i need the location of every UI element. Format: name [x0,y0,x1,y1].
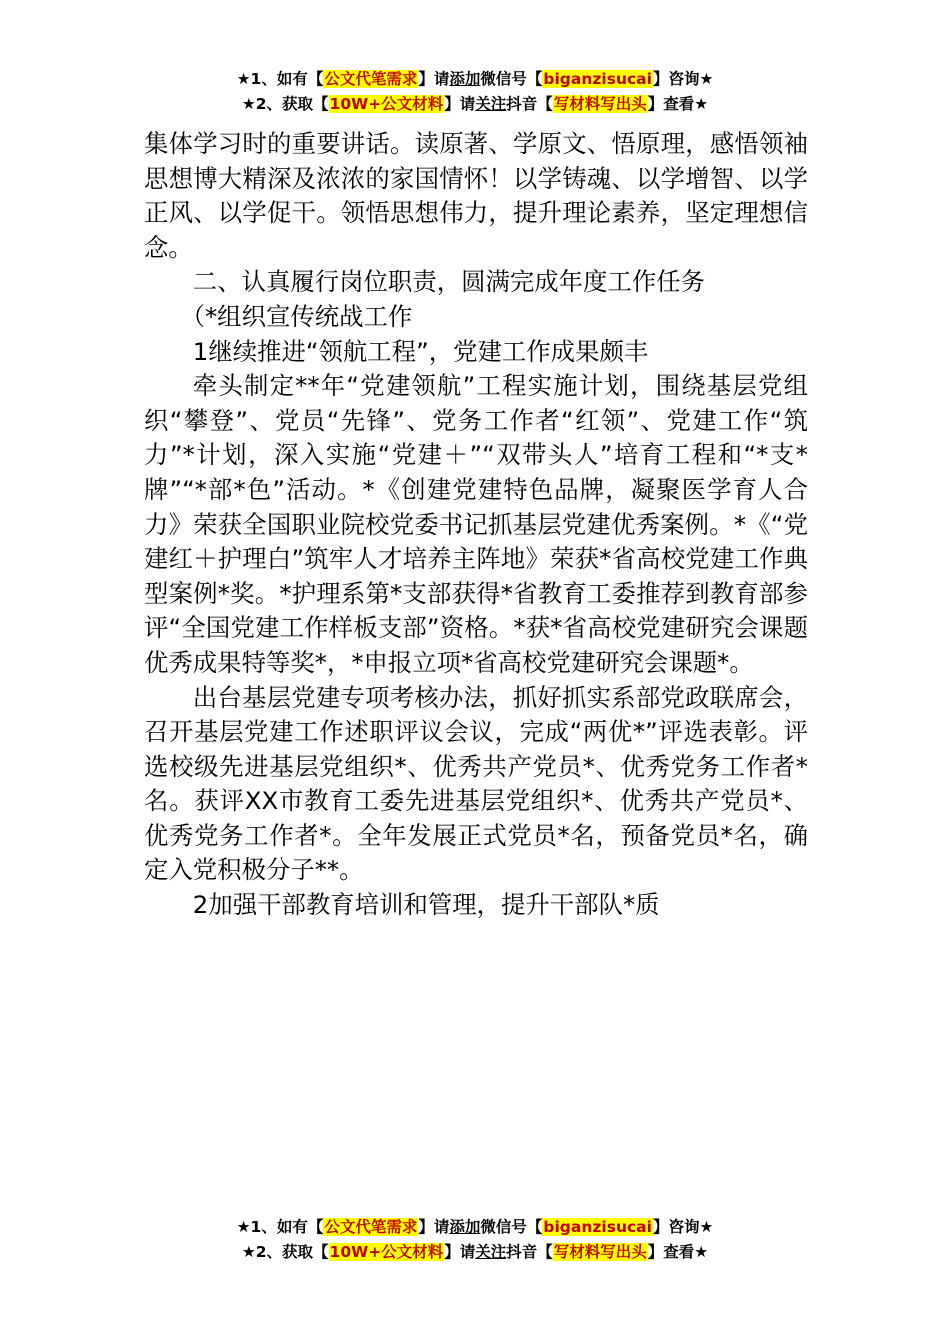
douyin-highlight: 写材料写出头 [553,95,647,113]
service-highlight: 公文代笔需求 [324,1218,418,1236]
douyin-highlight: 写材料写出头 [553,1243,647,1261]
section-heading: 二、认真履行岗位职责，圆满完成年度工作任务 [192,267,706,297]
subsection-heading: （*组织宣传统战工作 [180,301,413,331]
document-body [144,127,808,923]
banner-line-2: ★2、获取【10W+公文材料】请关注抖音【写材料写出头】查看★ [241,95,709,113]
banner-line-1: ★1、如有【公文代笔需求】请添加微信号【biganzisucai】咨询★ [236,1218,714,1236]
item-heading-1: 1继续推进“领航工程”，党建工作成果颇丰 [192,336,649,366]
header-banner [0,67,950,117]
footer-banner [0,1215,950,1265]
service-highlight: 公文代笔需求 [324,70,418,88]
banner-line-2: ★2、获取【10W+公文材料】请关注抖音【写材料写出头】查看★ [241,1243,709,1261]
banner-line-1: ★1、如有【公文代笔需求】请添加微信号【biganzisucai】咨询★ [236,70,714,88]
paragraph-party-building: 牵头制定**年“党建领航”工程实施计划，围绕基层党组织“攀登”、党员“先锋”、党务工作者“红领”、党建工作“筑力”*计划，深入实施“党建＋”“双带头人”培育工程和“*支*牌”“*部*色”活动。*《创建党建特色品牌，凝聚医学育人合力》荣获全国职业院校党委书记抓基层党建优秀案例。*《“党建红＋护理白”筑牢人才培养主阵地》荣获*省高校党建工作典型案例*奖。*护理系第*支部获得*省教育工委推荐到教育部参评“全国党建工作样板支部”资格。*获*省高校党建研究会课题优秀成果特等奖*，*申报立项*省高校党建研究会课题*。 [144,371,808,677]
materials-highlight: 10W+公文材料 [329,1243,444,1261]
materials-highlight: 10W+公文材料 [329,95,444,113]
paragraph-assessment: 出台基层党建专项考核办法，抓好抓实系部党政联席会，召开基层党建工作述职评议会议，完成“两优*”评选表彰。评选校级先进基层党组织*、优秀共产党员*、优秀党务工作者*名。获评XX市教育工委先进基层党组织*、优秀共产党员*、优秀党务工作者*。全年发展正式党员*名，预备党员*名，确定入党积极分子**。 [144,682,808,885]
wechat-id-highlight: biganzisucai [543,70,652,88]
item-heading-2: 2加强干部教育培训和管理，提升干部队*质 [192,890,660,920]
paragraph-continued: 集体学习时的重要讲话。读原著、学原文、悟原理，感悟领袖思想博大精深及浓浓的家国情怀！以学铸魂、以学增智、以学正风、以学促干。领悟思想伟力，提升理论素养，坚定理想信念。 [144,129,808,262]
wechat-id-highlight: biganzisucai [543,1218,652,1236]
